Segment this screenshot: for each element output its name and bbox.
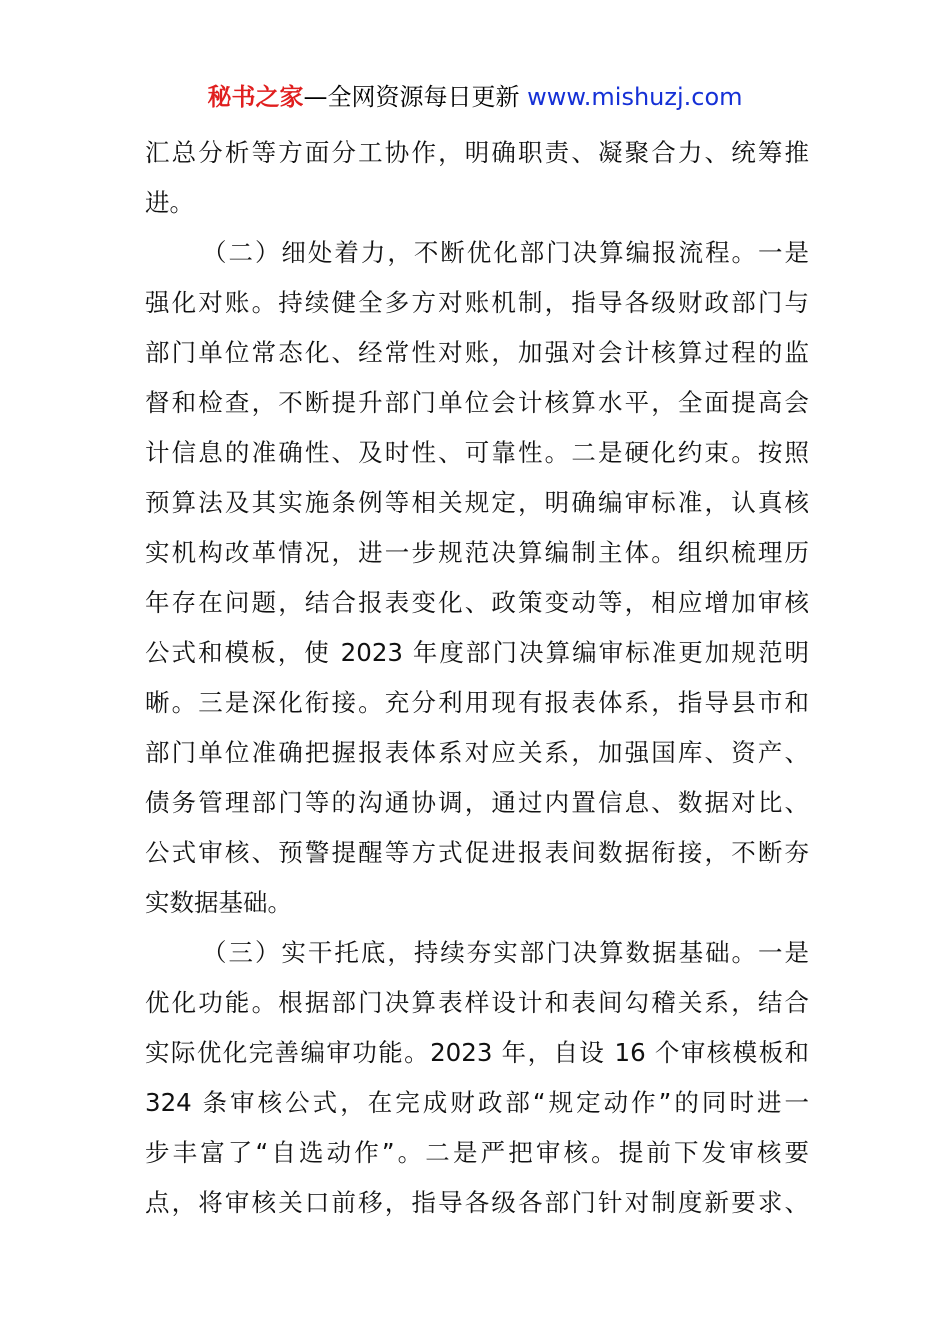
- text-line: 点，将审核关口前移，指导各级各部门针对制度新要求、: [145, 1188, 809, 1217]
- text-line: 债务管理部门等的沟通协调，通过内置信息、数据对比、: [145, 788, 809, 817]
- section-heading-line: （二）细处着力，不断优化部门决算编报流程。一是: [202, 238, 809, 267]
- text-line: 实机构改革情况，进一步规范决算编制主体。组织梳理历: [145, 538, 809, 567]
- text-line: 实际优化完善编审功能。2023 年，自设 16 个审核模板和: [145, 1038, 809, 1067]
- site-url-link[interactable]: www.mishuzj.com: [527, 83, 743, 111]
- text-line: 年存在问题，结合报表变化、政策变动等，相应增加审核: [145, 588, 809, 617]
- site-brand: 秘书之家: [207, 83, 304, 111]
- text-line: 强化对账。持续健全多方对账机制，指导各级财政部门与: [145, 288, 809, 317]
- site-tagline: —全网资源每日更新: [303, 83, 528, 111]
- text-line: 计信息的准确性、及时性、可靠性。二是硬化约束。按照: [145, 438, 809, 467]
- text-line: 优化功能。根据部门决算表样设计和表间勾稽关系，结合: [145, 988, 809, 1017]
- site-header: [0, 80, 950, 114]
- text-line: 部门单位常态化、经常性对账，加强对会计核算过程的监: [145, 338, 809, 367]
- text-line: 公式审核、预警提醒等方式促进报表间数据衔接，不断夯: [145, 838, 809, 867]
- text-line: 预算法及其实施条例等相关规定，明确编审标准，认真核: [145, 488, 809, 517]
- text-line: 汇总分析等方面分工协作，明确职责、凝聚合力、统筹推: [145, 138, 809, 167]
- text-line: 晰。三是深化衔接。充分利用现有报表体系，指导县市和: [145, 688, 809, 717]
- document-body: [145, 128, 809, 1228]
- text-line: 部门单位准确把握报表体系对应关系，加强国库、资产、: [145, 738, 809, 767]
- text-line: 324 条审核公式，在完成财政部“规定动作”的同时进一: [145, 1088, 809, 1117]
- section-heading-line: （三）实干托底，持续夯实部门决算数据基础。一是: [202, 938, 809, 967]
- text-line: 督和检查，不断提升部门单位会计核算水平，全面提高会: [145, 388, 809, 417]
- text-line: 实数据基础。: [145, 888, 292, 917]
- text-line: 公式和模板，使 2023 年度部门决算编审标准更加规范明: [145, 638, 809, 667]
- text-line: 进。: [145, 188, 194, 217]
- text-line: 步丰富了“自选动作”。二是严把审核。提前下发审核要: [145, 1138, 809, 1167]
